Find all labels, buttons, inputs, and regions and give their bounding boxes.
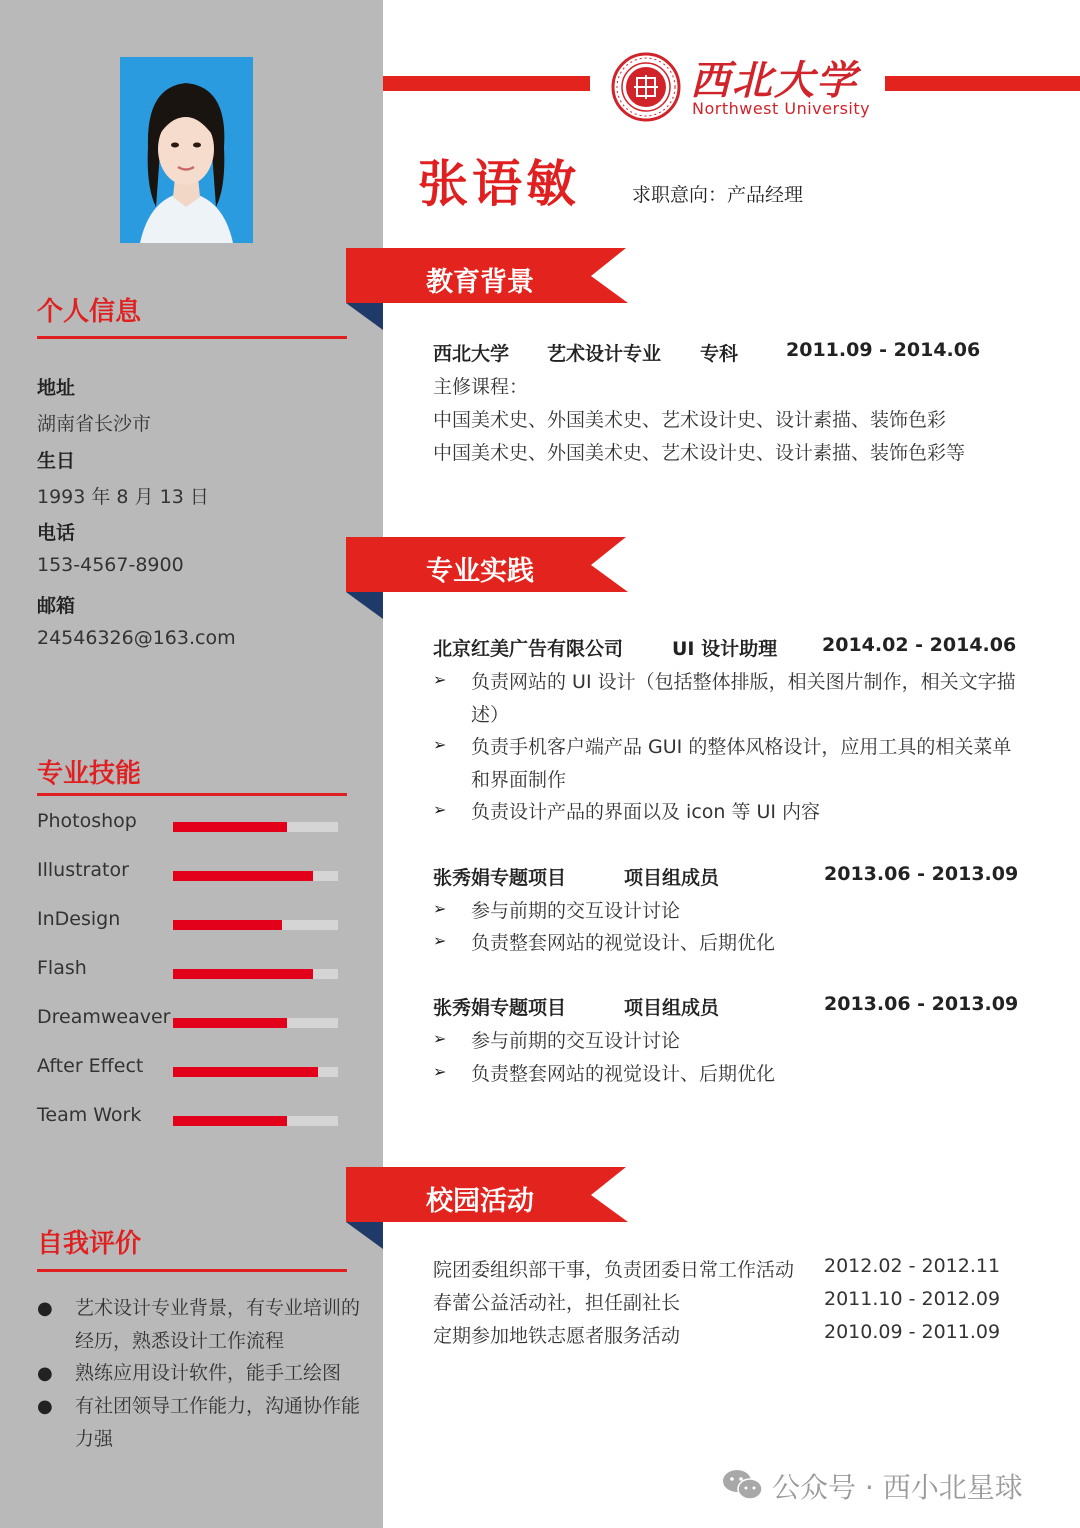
courses-line: 中国美术史、外国美术史、艺术设计史、设计素描、装饰色彩等: [433, 442, 966, 464]
header-bar-right: [885, 76, 1080, 91]
education-period: 2011.09 - 2014.06: [786, 339, 981, 361]
personal-info-divider: [37, 336, 347, 339]
sidebar: [0, 0, 383, 1528]
skill-bar-fill: [173, 1018, 287, 1028]
self-eval-divider: [37, 1269, 347, 1272]
campus-activity: 春蕾公益活动社，担任副社长: [433, 1292, 681, 1314]
arrow-bullet-icon: ➢: [433, 735, 447, 754]
university-name-en: Northwest University: [692, 99, 871, 118]
arrow-bullet-icon: ➢: [433, 931, 447, 950]
job-period: 2013.06 - 2013.09: [824, 993, 1019, 1015]
self-eval-item: [37, 1390, 377, 1456]
arrow-bullet-icon: ➢: [433, 1062, 447, 1081]
education-heading: 教育背景: [426, 267, 534, 298]
skill-name: After Effect: [37, 1055, 144, 1077]
skill-row: [37, 859, 338, 887]
university-logo: [610, 51, 875, 123]
job-duty: 述）: [471, 704, 510, 726]
job-duty: 负责整套网站的视觉设计、后期优化: [471, 932, 776, 954]
arrow-bullet-icon: ➢: [433, 1029, 447, 1048]
skill-bar-fill: [173, 1116, 287, 1126]
birthday-label: 生日: [37, 450, 76, 472]
skill-name: Team Work: [37, 1104, 142, 1126]
skill-bar-fill: [173, 969, 313, 979]
watermark-text: 公众号 · 西小北星球: [772, 1471, 1023, 1504]
campus-banner: [346, 1165, 631, 1255]
bullet-icon: ●: [37, 1298, 53, 1319]
practice-heading: 专业实践: [426, 556, 534, 587]
job-company: 张秀娟专题项目: [433, 867, 567, 889]
job-duty: 参与前期的交互设计讨论: [471, 900, 681, 922]
skill-row: [37, 1104, 338, 1132]
job-intent: 求职意向：产品经理: [632, 184, 804, 206]
address-label: 地址: [37, 377, 76, 399]
watermark: [722, 1466, 1023, 1506]
profile-photo: [120, 57, 253, 243]
skill-bar-fill: [173, 1067, 318, 1077]
skill-bar-fill: [173, 822, 287, 832]
job-role: 项目组成员: [624, 867, 720, 889]
skill-row: [37, 1006, 338, 1034]
job-company: 北京红美广告有限公司: [433, 638, 624, 660]
practice-banner: [346, 535, 631, 625]
arrow-bullet-icon: ➢: [433, 800, 447, 819]
courses-label: 主修课程：: [433, 376, 529, 398]
self-eval-heading: 自我评价: [37, 1229, 142, 1259]
self-eval-item: [37, 1292, 377, 1358]
wechat-icon: [722, 1467, 764, 1503]
skill-name: InDesign: [37, 908, 121, 930]
self-eval-text: 艺术设计专业背景，有专业培训的经历，熟悉设计工作流程: [75, 1297, 361, 1352]
education-major: 艺术设计专业: [547, 343, 662, 365]
skill-name: Photoshop: [37, 810, 137, 832]
skill-row: [37, 1055, 338, 1083]
email-label: 邮箱: [37, 595, 76, 617]
skill-row: [37, 957, 338, 985]
email-value: 24546326@163.com: [37, 627, 236, 649]
skill-bar-track: [173, 969, 338, 979]
skill-bar-fill: [173, 871, 313, 881]
campus-activity: 定期参加地铁志愿者服务活动: [433, 1325, 681, 1347]
campus-period: 2010.09 - 2011.09: [824, 1321, 1001, 1343]
job-duty: 负责手机客户端产品 GUI 的整体风格设计，应用工具的相关菜单: [471, 736, 1012, 758]
arrow-bullet-icon: ➢: [433, 899, 447, 918]
skill-bar-track: [173, 1067, 338, 1077]
skill-name: Dreamweaver: [37, 1006, 171, 1028]
education-degree: 专科: [700, 343, 739, 365]
phone-label: 电话: [37, 522, 76, 544]
self-eval-text: 熟练应用设计软件，能手工绘图: [75, 1362, 342, 1384]
self-eval-text: 有社团领导工作能力，沟通协作能力强: [75, 1395, 361, 1450]
birthday-value: 1993 年 8 月 13 日: [37, 486, 209, 508]
skill-bar-track: [173, 1116, 338, 1126]
job-company: 张秀娟专题项目: [433, 997, 567, 1019]
bullet-icon: ●: [37, 1396, 53, 1417]
education-school: 西北大学: [433, 343, 510, 365]
campus-period: 2011.10 - 2012.09: [824, 1288, 1001, 1310]
skill-bar-fill: [173, 920, 282, 930]
education-banner: [346, 246, 631, 336]
campus-period: 2012.02 - 2012.11: [824, 1255, 1001, 1277]
campus-activity: 院团委组织部干事，负责团委日常工作活动: [433, 1259, 795, 1281]
job-period: 2013.06 - 2013.09: [824, 863, 1019, 885]
skill-bar-track: [173, 920, 338, 930]
personal-info-heading: 个人信息: [37, 297, 142, 327]
campus-heading: 校园活动: [426, 1186, 534, 1217]
candidate-name: 张语敏: [418, 155, 580, 213]
skill-bar-track: [173, 871, 338, 881]
phone-value: 153-4567-8900: [37, 554, 184, 576]
skill-name: Illustrator: [37, 859, 129, 881]
bullet-icon: ●: [37, 1363, 53, 1384]
job-duty: 和界面制作: [471, 769, 567, 791]
job-duty: 负责网站的 UI 设计（包括整体排版，相关图片制作，相关文字描: [471, 671, 1016, 693]
job-role: UI 设计助理: [672, 638, 778, 660]
skill-bar-track: [173, 822, 338, 832]
job-role: 项目组成员: [624, 997, 720, 1019]
skill-bar-track: [173, 1018, 338, 1028]
skill-name: Flash: [37, 957, 87, 979]
job-duty: 参与前期的交互设计讨论: [471, 1030, 681, 1052]
address-value: 湖南省长沙市: [37, 413, 152, 435]
job-duty: 负责整套网站的视觉设计、后期优化: [471, 1063, 776, 1085]
self-eval-item: [37, 1357, 377, 1390]
header-bar-left: [383, 76, 590, 91]
skill-row: [37, 908, 338, 936]
skill-row: [37, 810, 338, 838]
skills-divider: [37, 793, 347, 796]
skills-heading: 专业技能: [37, 759, 142, 789]
job-duty: 负责设计产品的界面以及 icon 等 UI 内容: [471, 801, 821, 823]
arrow-bullet-icon: ➢: [433, 670, 447, 689]
job-period: 2014.02 - 2014.06: [822, 634, 1017, 656]
courses-line: 中国美术史、外国美术史、艺术设计史、设计素描、装饰色彩: [433, 409, 947, 431]
university-name-cn: 西北大学: [690, 57, 858, 104]
